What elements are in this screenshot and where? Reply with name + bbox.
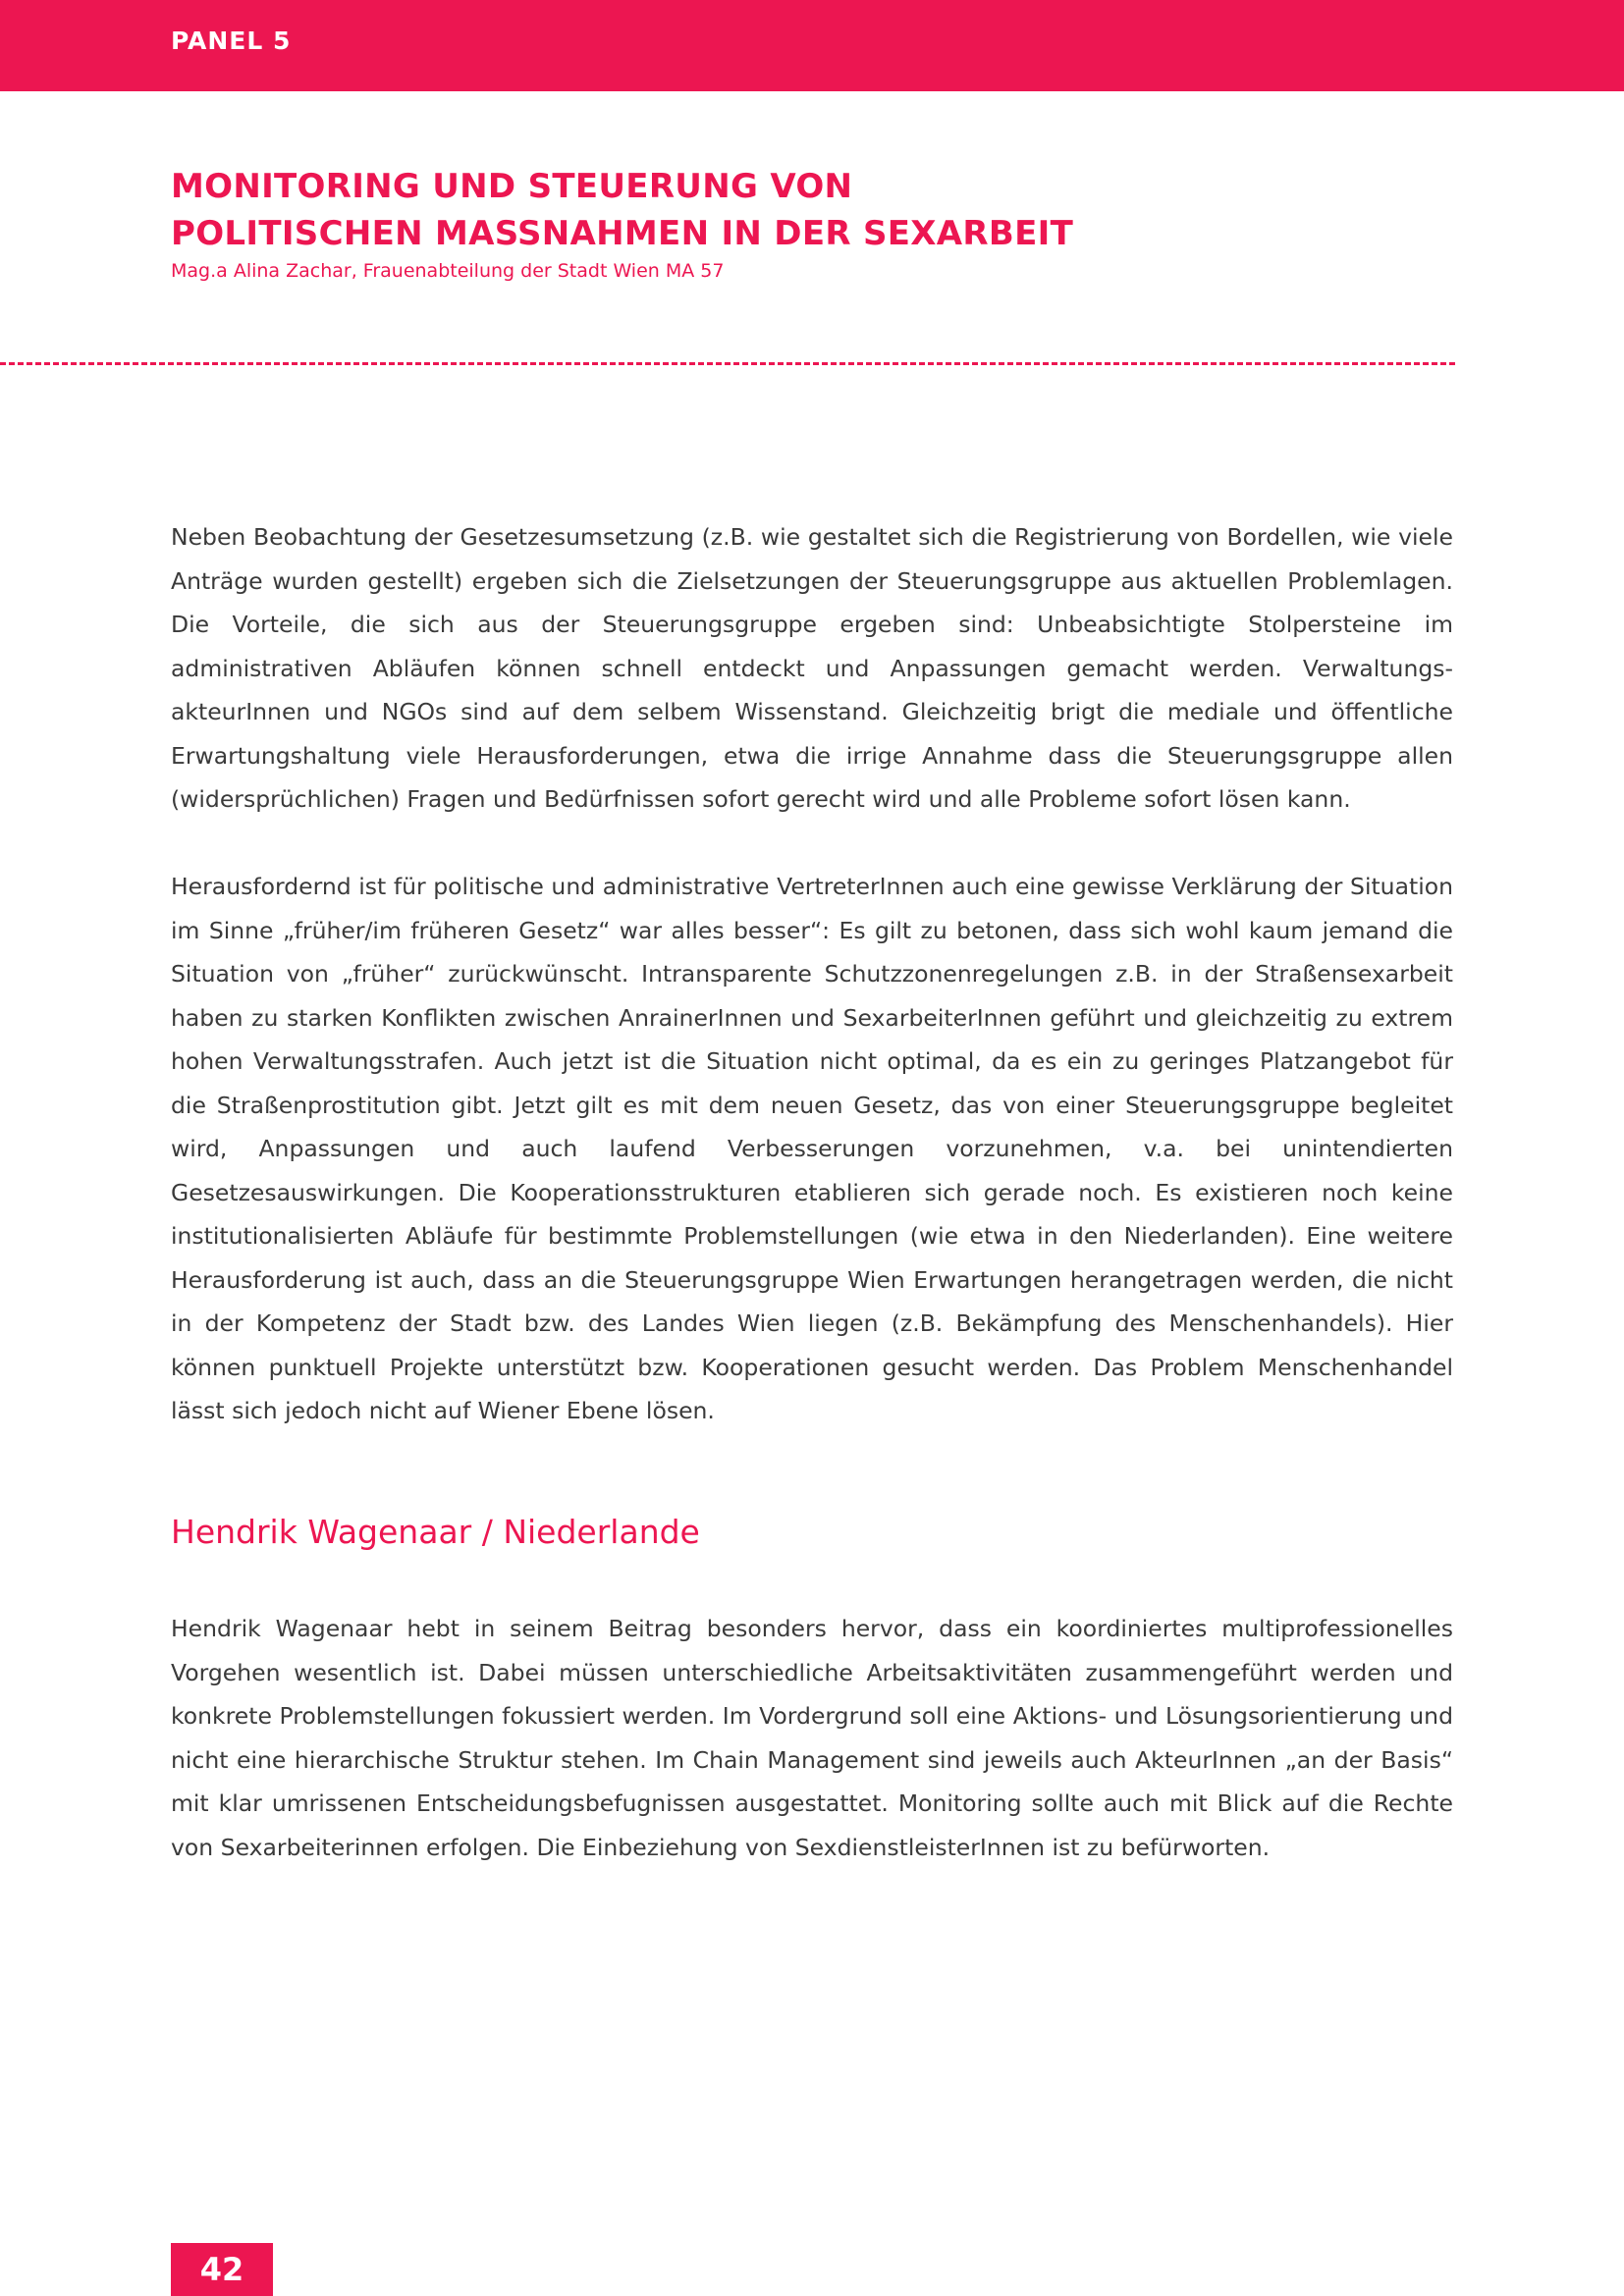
header-band [0,0,1624,91]
panel-label: PANEL 5 [171,27,292,55]
page-title [171,163,1447,257]
page-title-line-2: POLITISCHEN MASSNAHMEN IN DER SEXARBEIT [171,214,1074,253]
section-heading: Hendrik Wagenaar / Niederlande [171,1513,700,1551]
author-line: Mag.a Alina Zachar, Frauenabteilung der Stadt Wien MA 57 [171,260,725,282]
page-number: 42 [199,2251,244,2288]
dashed-divider [0,362,1455,365]
body-paragraph-1: Neben Beobachtung der Gesetzesumsetzung (z.B. wie gestaltet sich die Registrierung von Bordellen, wie viele Anträge wurden gestellt) ergeben sich die Zielsetzungen der Steuerungsgruppe aus aktuellen Problemlagen. Die Vorteile, die sich aus der Steuerungsgruppe ergeben sind: Unbeabsichtigte Stolpersteine im administrativen Abläufen können schnell entdeckt und Anpassungen gemacht werden. VerwaltungsakteurInnen und NGOs sind auf dem selbem Wissenstand. Gleichzeitig brigt die mediale und öffentliche Erwartungshaltung viele Herausforderungen, etwa die irrige Annahme dass die Steuerungsgruppe allen (widersprüchlichen) Fragen und Bedürfnissen sofort gerecht wird und alle Probleme sofort lösen kann. [171,523,1453,813]
page-number-box [171,2243,273,2296]
section-paragraph: Hendrik Wagenaar hebt in seinem Beitrag besonders hervor, dass ein koordiniertes multiprofessionelles Vorgehen wesentlich ist. Dabei müssen unterschiedliche Arbeitsaktivitäten zusammengeführt werden und konkrete Problemstellungen fokussiert werden. Im Vordergrund soll eine Aktions- und Lösungsorientierung und nicht eine hierarchische Struktur stehen. Im Chain Management sind jeweils auch AkteurInnen „an der Basis“ mit klar umrissenen Entscheidungsbefugnissen ausgestattet. Monitoring sollte auch mit Blick auf die Rechte von Sexarbeiterinnen erfolgen. Die Einbeziehung von SexdienstleisterInnen ist zu befürworten. [171,1615,1453,1861]
page-title-line-1: MONITORING UND STEUERUNG VON [171,167,853,206]
body-paragraph-2: Herausfordernd ist für politische und administrative VertreterInnen auch eine gewisse Verklärung der Situation im Sinne „früher/im früheren Gesetz“ war alles besser“: Es gilt zu betonen, dass sich wohl kaum jemand die Situation von „früher“ zurückwünscht. Intransparente Schutzzonenregelungen z.B. in der Straßensexarbeit haben zu starken Konflikten zwischen AnrainerInnen und SexarbeiterInnen geführt und gleichzeitig zu extrem hohen Verwaltungsstrafen. Auch jetzt ist die Situation nicht optimal, da es ein zu geringes Platzangebot für die Straßenprostitution gibt. Jetzt gilt es mit dem neuen Gesetz, das von einer Steuerungsgruppe begleitet wird, Anpassungen und auch laufend Verbesserungen vorzunehmen, v.a. bei unintendierten Gesetzesauswirkungen. Die Kooperationsstrukturen etablieren sich gerade noch. Es existieren noch keine institutionalisierten Abläufe für bestimmte Problemstellungen (wie etwa in den Niederlanden). Eine weitere Herausforderung ist auch, dass an die Steuerungsgruppe Wien Erwartungen herangetragen werden, die nicht in der Kompetenz der Stadt bzw. des Landes Wien liegen (z.B. Bekämpfung des Menschenhandels). Hier können punktuell Projekte unterstützt bzw. Kooperationen gesucht werden. Das Problem Menschenhandel lässt sich jedoch nicht auf Wiener Ebene lösen. [171,873,1453,1424]
